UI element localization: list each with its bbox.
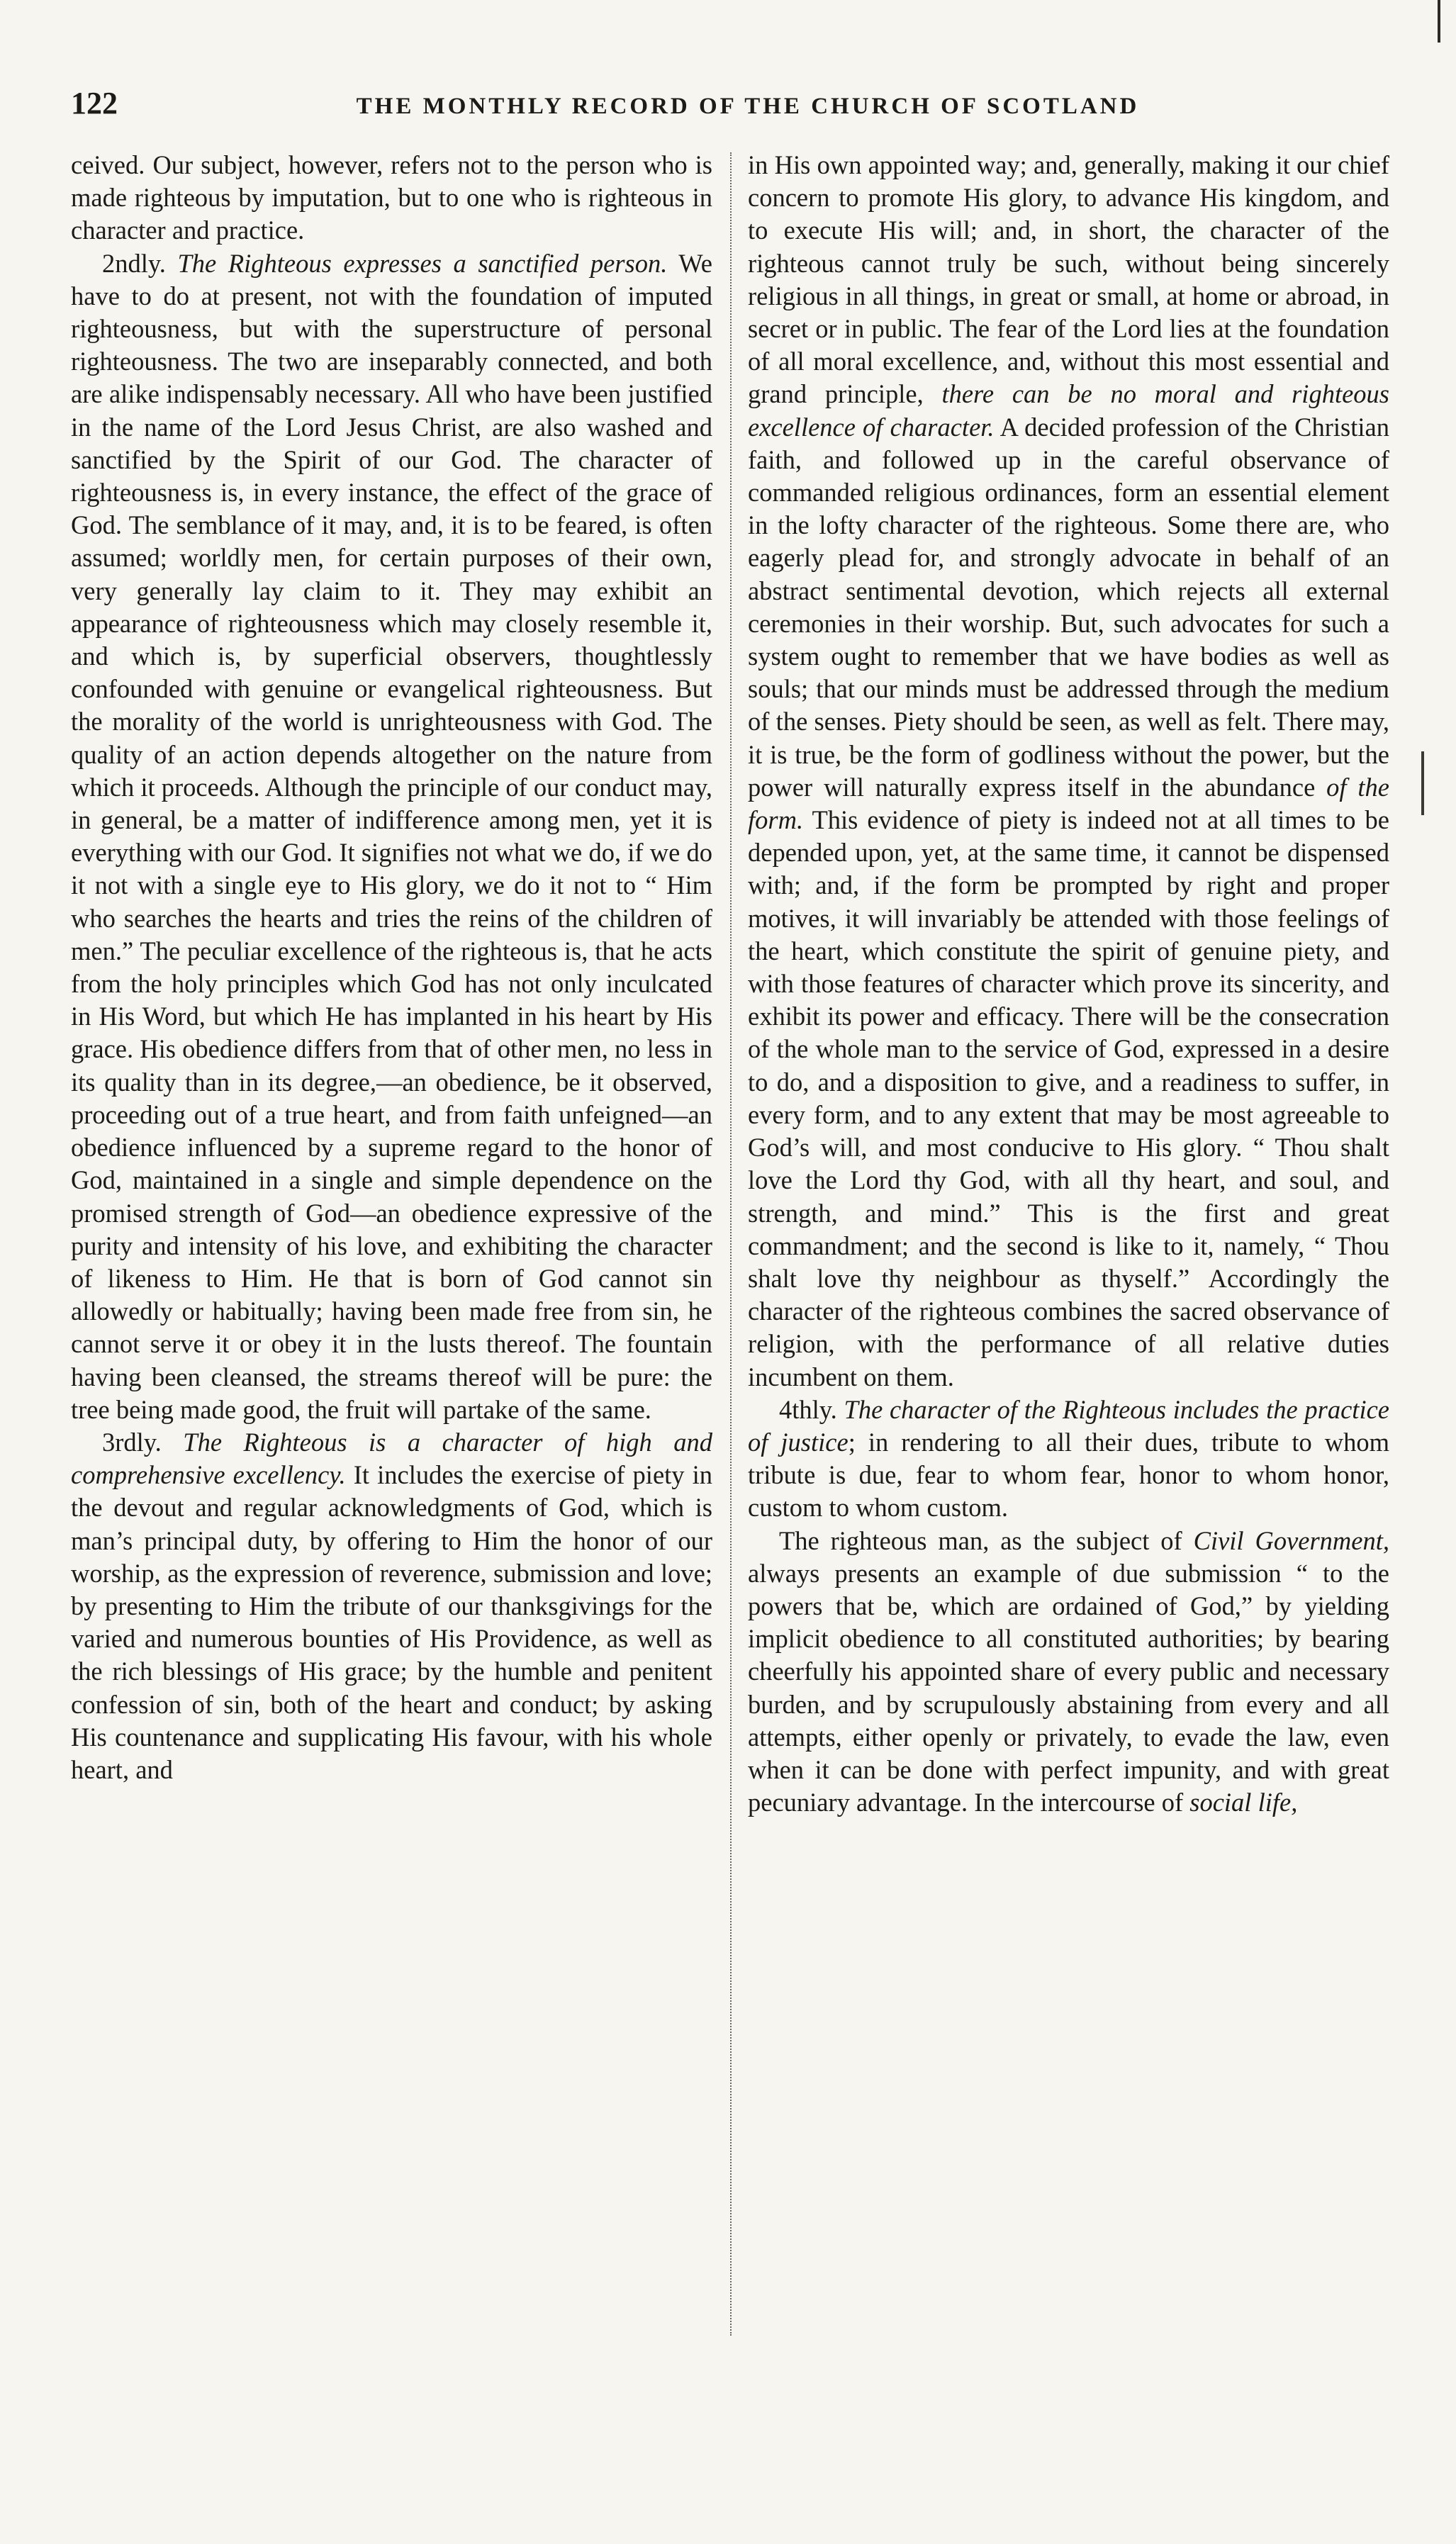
point-heading: The Righteous is a character of high and comprehensive excellency.: [71, 1427, 712, 1490]
page-header: [71, 85, 1404, 135]
point-number: 3rdly.: [102, 1427, 184, 1457]
italic-emphasis: Civil Government,: [1193, 1525, 1389, 1555]
paragraph-second-point: [71, 247, 712, 1426]
italic-emphasis: of the form.: [748, 772, 1389, 835]
point-heading: The Righteous expresses a sanctified person.: [177, 248, 668, 278]
right-column: [748, 149, 1389, 1819]
margin-mark: [1421, 751, 1424, 815]
paragraph-text: ceived. Our subject, however, refers not to the person who is made righteous by imputation, but to one who is righteous in character and practice.: [71, 150, 712, 245]
paragraph-text: This evidence of piety is indeed not at all times to be depended upon, yet, at the same time, it cannot be dispensed with; and, if the form be prompted by right and proper motives, it will invariably be attended with those feelings of the heart, which constitute the spirit of genuine piety, and with those features of character which prove its sincerity, and exhibit its power and efficacy. There will be the consecration of the whole man to the service of God, expressed in a desire to do, and a disposition to give, and a readiness to suffer, in every form, and to any extent that may be most agreeable to God’s will, and most conducive to His glory. “ Thou shalt love the Lord thy God, with all thy heart, and soul, and strength, and mind.” This is the first and great commandment; and the second is like to it, namely, “ Thou shalt love thy neighbour as thyself.” Accordingly the character of the righteous combines the sacred observance of religion, with the performance of all relative duties incumbent on them.: [748, 805, 1389, 1391]
paragraph-text: A decided profession of the Christian faith, and followed up in the careful observance of commanded religious ordinances, form an essential element in the lofty character of the righteous. Some there are, who eagerly plead for, and strongly advocate in behalf of an abstract sentimental devotion, which rejects all external ceremonies in their worship. But, such advocates for such a system ought to remember that we have bodies as well as souls; that our minds must be addressed through the medium of the senses. Piety should be seen, as well as felt. There may, it is true, be the form of godliness without the power, but the power will naturally express itself in the abundance: [748, 412, 1389, 802]
paragraph-fourth-point: [748, 1394, 1389, 1525]
paragraph-text: We have to do at present, not with the foundation of imputed righteousness, but with the superstructure of personal righteousness. The two are inseparably connected, and both are alike indispensably necessary. All who have been justified in the name of the Lord Jesus Christ, are also washed and sanctified by the Spirit of our God. The character of righteousness is, in every instance, the effect of the grace of God. The semblance of it may, and, it is to be feared, is often assumed; worldly men, for certain purposes of their own, very generally lay claim to it. They may exhibit an appearance of righteousness which may closely resemble it, and which is, by superficial observers, thoughtlessly confounded with genuine or evangelical righteousness. But the morality of the world is unrighteousness with God. The quality of an action depends altogether on the nature from which it proceeds. Although the principle of our conduct may, in general, be a matter of indifference among men, yet it is everything with our God. It signifies not what we do, if we do it not with a single eye to His glory, we do it not to “ Him who searches the hearts and tries the reins of the children of men.” The peculiar excellence of the righteous is, that he acts from the holy principles which God has not only inculcated in His Word, but which He has implanted in his heart by His grace. His obedience differs from that of other men, no less in its quality than in its degree,—an obedience, be it observed, proceeding out of a true heart, and from faith unfeigned—an obedience influenced by a supreme regard to the honor of God, maintained in a single and simple dependence on the promised strength of God—an obedience expressive of the purity and intensity of his love, and exhibiting the character of likeness to Him. He that is born of God cannot sin allowedly or habitually; having been made free from sin, he cannot serve it or obey it in the lusts thereof. The fountain having been cleansed, the streams thereof will be pure: the tree being made good, the fruit will partake of the same.: [71, 248, 712, 1424]
paragraph-text: The righteous man, as the subject of: [779, 1525, 1194, 1555]
italic-emphasis: social life,: [1189, 1788, 1298, 1817]
column-divider: [730, 152, 732, 2336]
left-column: [71, 149, 712, 1786]
paragraph-text: ; in rendering to all their dues, tribute to whom tribute is due, fear to whom fear, honor to whom honor, custom to whom custom.: [748, 1427, 1390, 1523]
scan-edge-mark: [1438, 0, 1440, 43]
paragraph-continuation: [748, 149, 1389, 1394]
paragraph-continuation: [71, 149, 712, 247]
paragraph-third-point: [71, 1426, 712, 1786]
paragraph-text: It includes the exercise of piety in the devout and regular acknowledgments of God, which is man’s principal duty, by offering to Him the honor of our worship, as the expression of reverence, submission and love; by presenting to Him the tribute of our thanksgivings for the varied and numerous bounties of His Providence, as well as the rich blessings of His grace; by the humble and penitent confession of sin, both of the heart and conduct; by asking His countenance and supplicating His favour, with his whole heart, and: [71, 1460, 712, 1784]
paragraph-text: always presents an example of due submission “ to the powers that be, which are ordained of God,” by yielding implicit obedience to all constituted authorities; by bearing cheerfully his appointed share of every public and necessary burden, and by scrupulously abstaining from every and all attempts, either openly or privately, to evade the law, even when it can be done with perfect impunity, and with great pecuniary advantage. In the intercourse of: [748, 1558, 1389, 1817]
point-number: 4thly.: [779, 1394, 844, 1424]
paragraph-civil-government: [748, 1525, 1389, 1820]
point-number: 2ndly.: [102, 248, 178, 278]
italic-emphasis: there can be no moral and righteous excellence of character.: [748, 379, 1389, 442]
point-heading: The character of the Righteous includes the practice of justice: [748, 1394, 1389, 1457]
page-number: 122: [71, 86, 118, 121]
paragraph-text: in His own appointed way; and, generally, making it our chief concern to promote His glory, to advance His kingdom, and to execute His will; and, in short, the character of the righteous cannot truly be such, without being sincerely religious in all things, in great or small, at home or abroad, in secret or in public. The fear of the Lord lies at the foundation of all moral excellence, and, without this most essential and grand principle,: [748, 150, 1389, 409]
running-title: THE MONTHLY RECORD OF THE CHURCH OF SCOTLAND: [356, 94, 1140, 119]
